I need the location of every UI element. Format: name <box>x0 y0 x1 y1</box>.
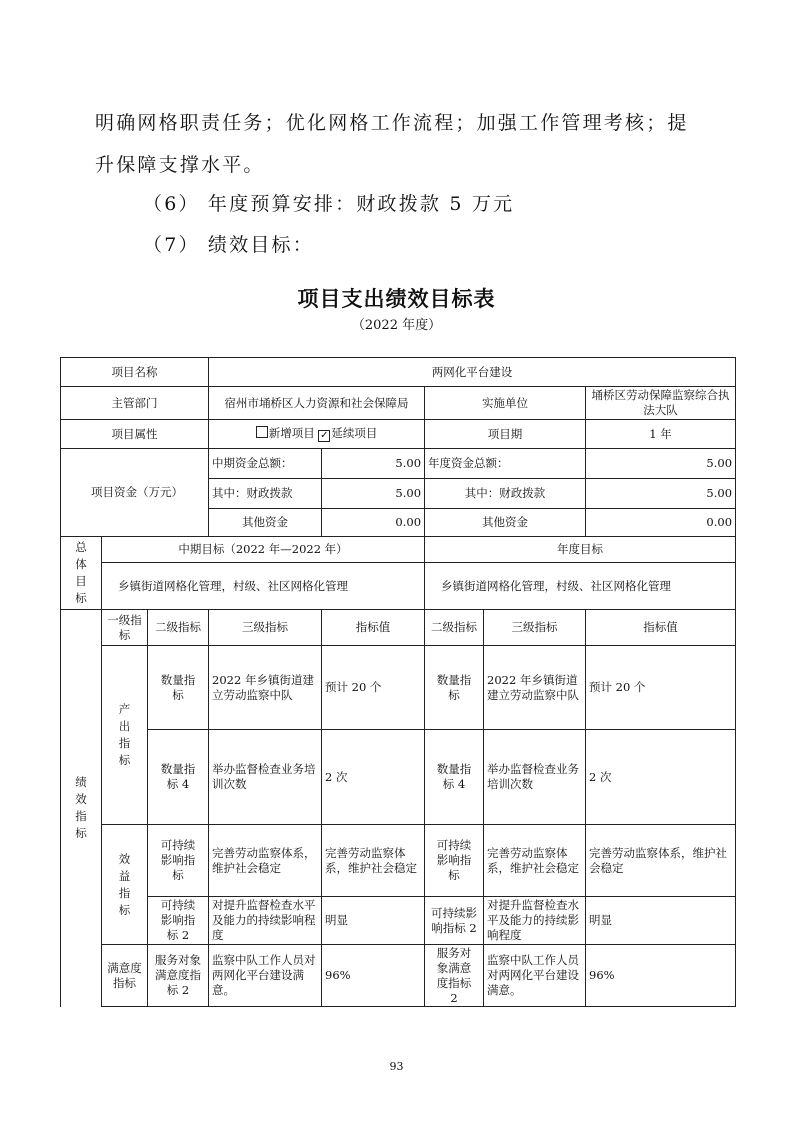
performance-table <box>60 357 736 1007</box>
period-label: 项目期 <box>425 420 586 449</box>
val-row3: 完善劳动监察体系，维护社会稳定 <box>322 825 425 897</box>
benefit-indicator-label: 效益指标 <box>102 825 148 945</box>
mid-fiscal-label: 其中：财政拨款 <box>209 479 322 509</box>
l2b-row2: 数量指标 4 <box>425 730 484 825</box>
attr-continue-label: 延续项目 <box>331 426 378 440</box>
valb-row1: 预计 20 个 <box>586 646 736 730</box>
table-title: 项目支出绩效目标表 <box>297 287 496 311</box>
header-level3: 三级指标 <box>209 610 322 646</box>
header-level2-year: 二级指标 <box>425 610 484 646</box>
l2b-row4: 可持续影响指标 2 <box>425 897 484 945</box>
l3-row2: 举办监督检查业务培训次数 <box>209 730 322 825</box>
l3b-row1: 2022 年乡镇街道建立劳动监察中队 <box>484 646 586 730</box>
year-total-label: 年度资金总额： <box>425 449 586 479</box>
valb-row3: 完善劳动监察体系，维护社会稳定 <box>586 825 736 897</box>
page-number: 93 <box>389 1060 404 1073</box>
mid-goal-text: 乡镇街道网格化管理，村级、社区网格化管理 <box>102 563 425 610</box>
table-subtitle: （2022 年度） <box>351 318 442 333</box>
period-value: 1 年 <box>586 420 736 449</box>
project-name-label: 项目名称 <box>61 358 209 387</box>
val-row2: 2 次 <box>322 730 425 825</box>
l3b-row5: 监察中队工作人员对两网化平台建设满意。 <box>484 945 586 1007</box>
budget-line: （6） 年度预算安排：财政拨款 5 万元 <box>143 193 515 215</box>
header-level2: 二级指标 <box>148 610 209 646</box>
l2b-row3: 可持续影响指标 <box>425 825 484 897</box>
l3b-row2: 举办监督检查业务培训次数 <box>484 730 586 825</box>
header-value-year: 指标值 <box>586 610 736 646</box>
mid-total-label: 中期资金总额： <box>209 449 322 479</box>
valb-row5: 96% <box>586 945 736 1007</box>
unit-label: 实施单位 <box>425 387 586 420</box>
attr-new-label: 新增项目 <box>268 426 315 440</box>
dept-value: 宿州市埇桥区人力资源和社会保障局 <box>209 387 425 420</box>
l3b-row3: 完善劳动监察体系，维护社会稳定 <box>484 825 586 897</box>
val-row4: 明显 <box>322 897 425 945</box>
year-other-label: 其他资金 <box>425 509 586 537</box>
header-value: 指标值 <box>322 610 425 646</box>
output-indicator-label: 产出指标 <box>102 646 148 825</box>
year-goal-header: 年度目标 <box>425 537 736 563</box>
header-level1: 一级指标 <box>102 610 148 646</box>
l2-row4: 可持续影响指标 2 <box>148 897 209 945</box>
paragraph-line-1: 明确网格职责任务；优化网格工作流程；加强工作管理考核；提 <box>95 112 689 134</box>
mid-other-value: 0.00 <box>322 509 425 537</box>
l2-row1: 数量指标 <box>148 646 209 730</box>
year-goal-text: 乡镇街道网格化管理，村级、社区网格化管理 <box>425 563 736 610</box>
l2-row2: 数量指标 4 <box>148 730 209 825</box>
year-other-value: 0.00 <box>586 509 736 537</box>
mid-goal-header: 中期目标（2022 年—2022 年） <box>102 537 425 563</box>
val-row1: 预计 20 个 <box>322 646 425 730</box>
unit-value: 埇桥区劳动保障监察综合执法大队 <box>586 387 736 420</box>
l2-row5: 服务对象满意度指标 2 <box>148 945 209 1007</box>
mid-total-value: 5.00 <box>322 449 425 479</box>
mid-fiscal-value: 5.00 <box>322 479 425 509</box>
l3b-row4: 对提升监督检查水平及能力的持续影响程度 <box>484 897 586 945</box>
header-level3-year: 三级指标 <box>484 610 586 646</box>
mid-other-label: 其他资金 <box>209 509 322 537</box>
l3-row1: 2022 年乡镇街道建立劳动监察中队 <box>209 646 322 730</box>
year-fiscal-value: 5.00 <box>586 479 736 509</box>
project-name-value: 两网化平台建设 <box>209 358 736 387</box>
goal-line: （7） 绩效目标： <box>143 234 314 256</box>
l3-row5: 监察中队工作人员对两网化平台建设满意。 <box>209 945 322 1007</box>
l2b-row1: 数量指标 <box>425 646 484 730</box>
l2-row3: 可持续影响指标 <box>148 825 209 897</box>
perf-indicators-label: 绩效指标 <box>61 610 102 1007</box>
l3-row3: 完善劳动监察体系，维护社会稳定 <box>209 825 322 897</box>
attr-label: 项目属性 <box>61 420 209 449</box>
paragraph-line-2: 升保障支撑水平。 <box>95 154 265 176</box>
valb-row2: 2 次 <box>586 730 736 825</box>
l2b-row5: 服务对象满意度指标 2 <box>425 945 484 1007</box>
attr-options <box>209 420 425 449</box>
checkbox-empty-icon <box>256 426 268 438</box>
year-total-value: 5.00 <box>586 449 736 479</box>
valb-row4: 明显 <box>586 897 736 945</box>
funds-label: 项目资金（万元） <box>61 449 209 537</box>
satisfaction-indicator-label: 满意度指标 <box>102 945 148 1007</box>
dept-label: 主管部门 <box>61 387 209 420</box>
val-row5: 96% <box>322 945 425 1007</box>
checkbox-checked-icon: ✓ <box>320 430 329 441</box>
year-fiscal-label: 其中：财政拨款 <box>425 479 586 509</box>
overall-goal-label: 总体目标 <box>61 537 102 610</box>
l3-row4: 对提升监督检查水平及能力的持续影响程度 <box>209 897 322 945</box>
